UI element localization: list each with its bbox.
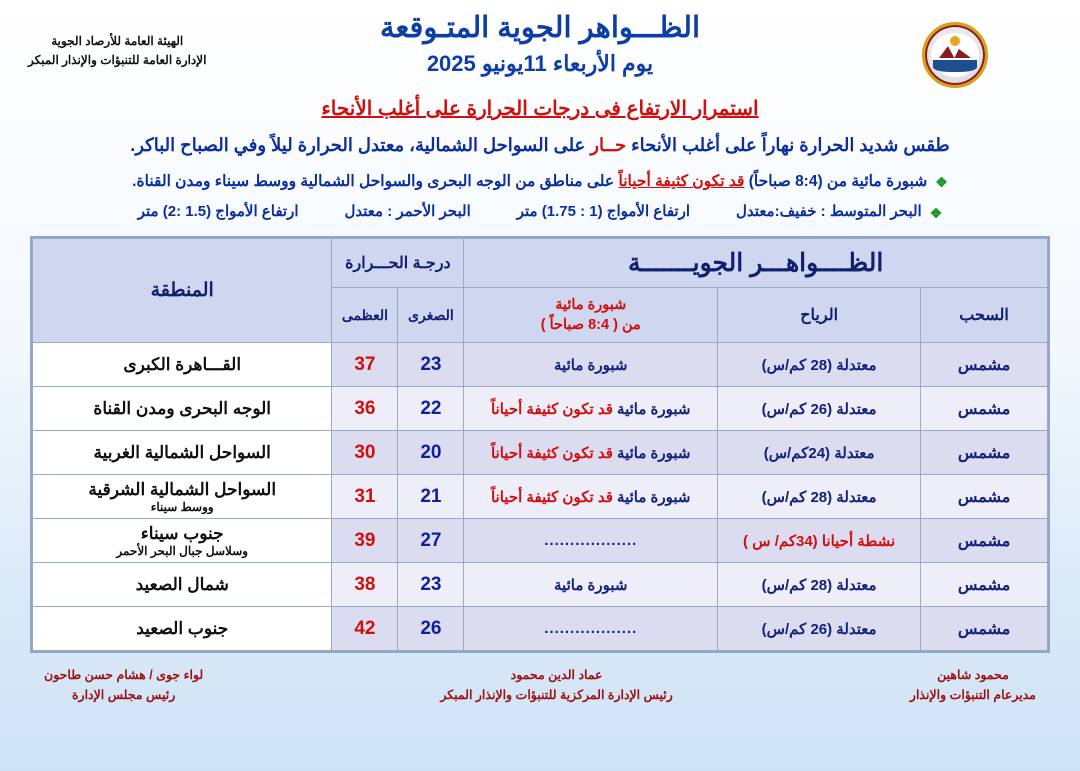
cell-clouds: مشمس	[921, 519, 1048, 563]
page-header	[0, 0, 1080, 92]
header-mist-line-1: شبورة مائية	[555, 297, 627, 314]
header-phenomena: الظــــواهـــر الجويـــــــة	[464, 239, 1048, 288]
summary-hot-highlight: حــار	[590, 135, 627, 155]
cell-mist	[464, 519, 718, 563]
cell-mist	[464, 563, 718, 607]
cell-region-name: شمال الصعيد	[135, 574, 229, 594]
cell-mist-text: ..................	[544, 620, 638, 638]
bullets-section	[0, 170, 1080, 224]
cell-tmin: 26	[398, 607, 464, 651]
bullet-mist-text	[132, 170, 927, 193]
table-row	[33, 387, 1048, 431]
summary-paragraph	[0, 133, 1080, 158]
cell-wind	[718, 343, 921, 387]
summary-part-2: على السواحل الشمالية، معتدل الحرارة ليلاً وفي الصباح الباكر.	[130, 135, 591, 155]
page-footer	[0, 653, 1080, 705]
cell-wind-text: معتدلة (26 كم/س)	[761, 620, 877, 638]
footer-signature-right	[910, 665, 1036, 705]
page-date: يوم الأربعاء 11يونيو 2025	[426, 51, 654, 77]
cell-tmax: 30	[332, 431, 398, 475]
cell-wind	[718, 475, 921, 519]
forecast-table-body	[33, 343, 1048, 651]
table-row	[33, 343, 1048, 387]
table-header-top-row	[33, 239, 1048, 288]
headline-text: استمرار الارتفاع فى درجات الحرارة على أغلب الأنحاء	[321, 98, 759, 120]
forecast-table-container	[30, 236, 1050, 653]
table-row	[33, 475, 1048, 519]
bullet-mist	[28, 170, 1052, 193]
bullet-sea	[28, 201, 1052, 224]
cell-clouds: مشمس	[921, 387, 1048, 431]
header-region: المنطقة	[33, 239, 332, 343]
cell-region	[33, 607, 332, 651]
bullet-mist-part-2: على مناطق من الوجه البحرى والسواحل الشمالية ووسط سيناء ومدن القناة.	[132, 173, 619, 191]
header-mist	[464, 288, 718, 343]
cell-region	[33, 431, 332, 475]
bullet-mist-part-1: شبورة مائية من (8:4 صباحاً)	[744, 173, 928, 191]
logo-sun-icon	[950, 36, 960, 46]
cell-wind	[718, 607, 921, 651]
table-row	[33, 607, 1048, 651]
org-line-2: الإدارة العامة للتنبؤات والإنذار المبكر	[28, 53, 207, 68]
cell-tmin: 27	[398, 519, 464, 563]
cell-region	[33, 475, 332, 519]
footer-mid-title: رئيس الإدارة المركزية للتنبؤات والإنذار المبكر	[440, 688, 673, 703]
cell-clouds: مشمس	[921, 431, 1048, 475]
cell-tmax: 37	[332, 343, 398, 387]
cell-tmin: 23	[398, 563, 464, 607]
sea-conditions-row	[138, 201, 922, 224]
cell-mist-text: شبورة مائية	[612, 400, 691, 418]
footer-signature-left	[44, 665, 203, 705]
header-temperature: درجـة الحـــرارة	[332, 239, 464, 288]
egypt-meteorological-authority-logo-icon	[922, 22, 988, 88]
cell-region-name: جنوب سيناء	[140, 523, 224, 543]
cell-region-name: السواحل الشمالية الغربية	[93, 442, 271, 462]
footer-right-title: مديرعام التنبؤات والإنذار	[909, 688, 1036, 703]
cell-mist-text: ..................	[544, 532, 638, 550]
summary-part-1: طقس شديد الحرارة نهاراً على أغلب الأنحاء	[626, 135, 950, 155]
cell-region	[33, 387, 332, 431]
bullet-sea-marker-icon: ❖	[929, 205, 943, 222]
bullet-marker-icon: ❖	[935, 174, 948, 191]
cell-tmin: 22	[398, 387, 464, 431]
footer-signature-middle	[440, 665, 672, 705]
cell-tmax: 38	[332, 563, 398, 607]
cell-region-sub: وسلاسل جبال البحر الأحمر	[116, 543, 249, 558]
cell-mist	[464, 607, 718, 651]
cell-mist-text: شبورة مائية	[612, 444, 691, 462]
footer-mid-name: عماد الدين محمود	[510, 668, 603, 683]
table-row	[33, 563, 1048, 607]
bullet-mist-highlight: قد تكون كثيفة أحياناً	[618, 173, 745, 191]
mediterranean-waves: ارتفاع الأمواج (1 : 1.75) متر	[516, 203, 691, 221]
forecast-table-head	[33, 239, 1048, 343]
cell-mist-text: شبورة مائية	[554, 356, 628, 374]
page-title: الظـــواهر الجوية المتـوقعة	[379, 12, 701, 44]
cell-mist-highlight: قد تكون كثيفة أحياناً	[490, 444, 613, 462]
organization-name	[28, 32, 206, 70]
red-sea-label: البحر الأحمر : معتدل	[344, 203, 471, 221]
cell-mist-text: شبورة مائية	[612, 488, 691, 506]
footer-left-name: لواء جوى / هشام حسن طاحون	[44, 668, 204, 683]
table-row	[33, 431, 1048, 475]
forecast-table	[32, 238, 1048, 651]
cell-region-sub: ووسط سيناء	[150, 499, 214, 514]
cell-wind	[718, 431, 921, 475]
header-mist-line-2: من ( 8:4 صباحاً )	[540, 317, 641, 334]
footer-left-title: رئيس مجلس الإدارة	[72, 688, 176, 703]
cell-wind-text: معتدلة (26 كم/س)	[761, 400, 877, 418]
cell-tmin: 23	[398, 343, 464, 387]
cell-region-name: القـــاهرة الكبرى	[123, 354, 242, 374]
cell-region-name: الوجه البحرى ومدن القناة	[93, 398, 272, 418]
cell-tmax: 39	[332, 519, 398, 563]
cell-region	[33, 519, 332, 563]
cell-tmax: 31	[332, 475, 398, 519]
cell-wind-text: معتدلة (24كم/س)	[763, 444, 875, 462]
header-tmax: العظمى	[332, 288, 398, 343]
cell-mist	[464, 431, 718, 475]
cell-clouds: مشمس	[921, 343, 1048, 387]
cell-wind	[718, 387, 921, 431]
cell-clouds: مشمس	[921, 607, 1048, 651]
cell-mist	[464, 343, 718, 387]
header-clouds: السحب	[921, 288, 1048, 343]
cell-region	[33, 563, 332, 607]
cell-wind	[718, 519, 921, 563]
cell-tmax: 42	[332, 607, 398, 651]
mediterranean-label: البحر المتوسط : خفيف:معتدل	[736, 203, 922, 221]
cell-tmax: 36	[332, 387, 398, 431]
header-wind: الرياح	[718, 288, 921, 343]
cell-clouds: مشمس	[921, 475, 1048, 519]
cell-wind-text: معتدلة (28 كم/س)	[761, 576, 877, 594]
cell-mist	[464, 387, 718, 431]
cell-region-name: جنوب الصعيد	[136, 618, 229, 638]
cell-mist-text: شبورة مائية	[554, 576, 628, 594]
cell-mist-highlight: قد تكون كثيفة أحياناً	[490, 488, 613, 506]
cell-wind	[718, 563, 921, 607]
cell-mist	[464, 475, 718, 519]
table-row	[33, 519, 1048, 563]
cell-region-name: السواحل الشمالية الشرقية	[88, 479, 277, 499]
footer-right-name: محمود شاهين	[937, 668, 1009, 683]
cell-mist-highlight: قد تكون كثيفة أحياناً	[490, 400, 613, 418]
cell-tmin: 21	[398, 475, 464, 519]
red-sea-waves: ارتفاع الأمواج (1.5 :2) متر	[137, 203, 299, 221]
cell-clouds: مشمس	[921, 563, 1048, 607]
cell-wind-highlight: نشطة أحيانا (34كم/ س )	[743, 532, 896, 550]
logo-wave-icon	[933, 60, 977, 72]
cell-wind-text: معتدلة (28 كم/س)	[761, 488, 877, 506]
cell-region	[33, 343, 332, 387]
header-tmin: الصغرى	[398, 288, 464, 343]
org-line-1: الهيئة العامة للأرصاد الجوية	[51, 34, 184, 48]
cell-tmin: 20	[398, 431, 464, 475]
cell-wind-text: معتدلة (28 كم/س)	[761, 356, 877, 374]
